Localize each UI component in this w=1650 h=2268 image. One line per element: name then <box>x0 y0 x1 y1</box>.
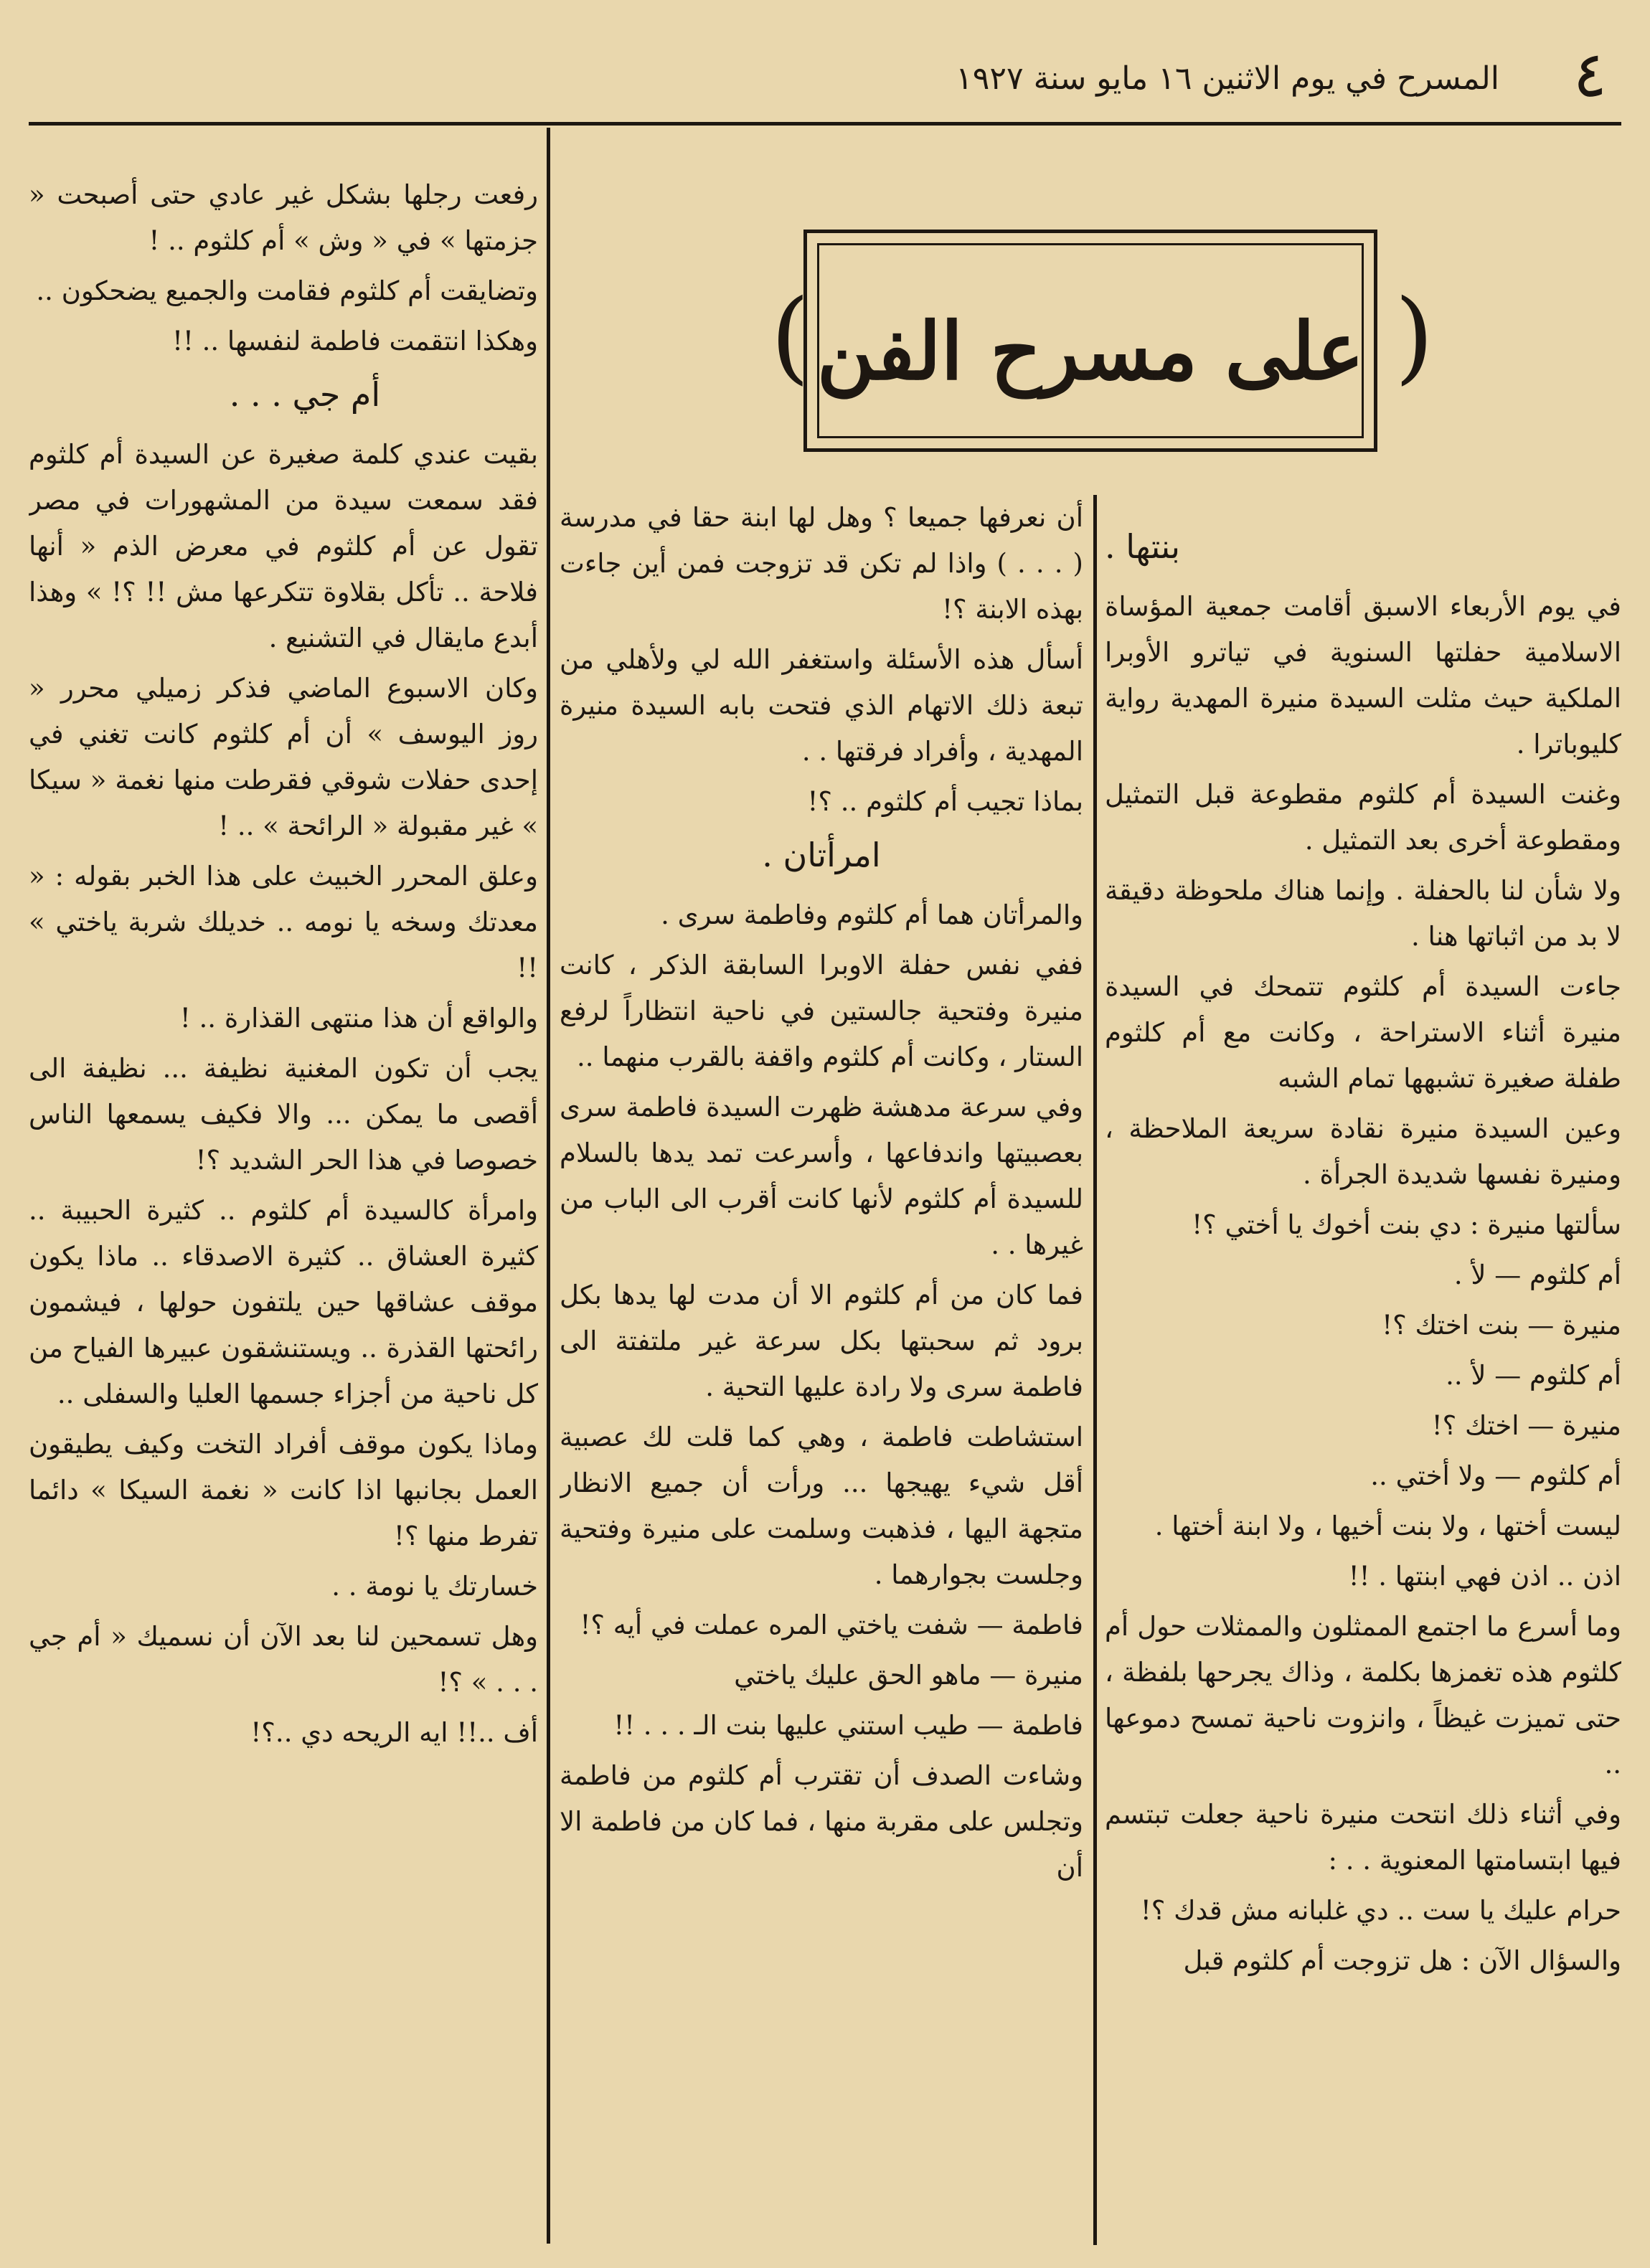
right-column <box>1105 516 1621 2252</box>
paragraph: والمرأتان هما أم كلثوم وفاطمة سرى . <box>661 899 1083 930</box>
paragraph: فاطمة — شفت ياختي المره عملت في أيه ؟! <box>580 1610 1083 1640</box>
paragraph: يجب أن تكون المغنية نظيفة ... نظيفة الى أقصى ما يمكن ... والا فكيف يسمعها الناس خصوصا في هذا الحر الشديد ؟! <box>29 1053 538 1176</box>
column-divider-left <box>547 128 550 2244</box>
paragraph: أسأل هذه الأسئلة واستغفر الله لي ولأهلي من تبعة ذلك الاتهام الذي فتحت بابه السيدة منيرة المهدية ، وأفراد فرقتها . . <box>560 644 1083 767</box>
paragraph: وهكذا انتقمت فاطمة لنفسها .. !! <box>172 326 538 356</box>
paragraph: أم كلثوم — لأ .. <box>1446 1360 1621 1391</box>
paragraph: في يوم الأربعاء الاسبق أقامت جمعية المؤساة الاسلامية حفلتها السنوية في تياترو الأوبرا الملكية حيث مثلت السيدة منيرة المهدية رواية كليوباترا . <box>1105 591 1621 760</box>
paragraph: جاءت السيدة أم كلثوم تتمحك في السيدة منيرة أثناء الاستراحة ، وكانت مع أم كلثوم طفلة صغيرة تشبهها تمام الشبه <box>1105 971 1621 1094</box>
paragraph: بماذا تجيب أم كلثوم .. ؟! <box>807 786 1083 817</box>
paragraph: وماذا يكون موقف أفراد التخت وكيف يطيقون العمل بجانبها اذا كانت « نغمة السيكا » دائما تفرط منها ؟! <box>29 1429 538 1551</box>
paragraph: خسارتك يا نومة . . <box>331 1571 538 1602</box>
paragraph: منيرة — ماهو الحق عليك ياختي <box>734 1660 1083 1691</box>
paragraph: ولا شأن لنا بالحفلة . وإنما هناك ملحوظة دقيقة لا بد من اثباتها هنا . <box>1105 875 1621 952</box>
right-column-heading: بنتها . <box>1105 527 1181 566</box>
left-column-heading: أم جي . . . <box>229 375 381 414</box>
paragraph: فاطمة — طيب استني عليها بنت الـ . . . !! <box>613 1710 1083 1741</box>
paragraph: وكان الاسبوع الماضي فذكر زميلي محرر « روز اليوسف » أن أم كلثوم كانت تغني في إحدى حفلات شوقي فقرطت منها نغمة « سيكا » غير مقبولة « الرائحة » .. ! <box>29 673 538 841</box>
header-rule <box>29 122 1621 126</box>
banner-bracket-left: ( <box>770 278 810 395</box>
paragraph: وفي سرعة مدهشة ظهرت السيدة فاطمة سرى بعصبيتها واندفاعها ، وأسرعت تمد يدها بالسلام للسيدة أم كلثوم لأنها كانت أقرب الى الباب من غيرها . . <box>560 1092 1083 1260</box>
paragraph: أف ..!! ايه الريحه دي ..؟! <box>250 1717 538 1748</box>
paragraph: فما كان من أم كلثوم الا أن مدت لها يدها بكل برود ثم سحبتها بكل سرعة غير ملتفتة الى فاطمة سرى ولا رادة عليها التحية . <box>560 1280 1083 1402</box>
paragraph: أم كلثوم — ولا أختي .. <box>1370 1460 1621 1491</box>
paragraph: سألتها منيرة : دي بنت أخوك يا أختي ؟! <box>1192 1209 1621 1240</box>
banner-title: على مسرح الفن <box>816 305 1364 397</box>
paragraph: أن نعرفها جميعا ؟ وهل لها ابنة حقا في مدرسة ( . . . ) واذا لم تكن قد تزوجت فمن أين جاءت بهذه الابنة ؟! <box>560 502 1083 625</box>
paragraph: ففي نفس حفلة الاوبرا السابقة الذكر ، كانت منيرة وفتحية جالستين في ناحية انتظاراً لرفع الستار ، وكانت أم كلثوم واقفة بالقرب منهما .. <box>560 950 1083 1072</box>
paragraph: أم كلثوم — لأ . <box>1453 1260 1621 1290</box>
paragraph: وهل تسمحين لنا بعد الآن أن نسميك « أم جي . . . » ؟! <box>29 1621 538 1698</box>
paragraph: منيرة — اختك ؟! <box>1431 1410 1621 1441</box>
paragraph: والواقع أن هذا منتهى القذارة .. ! <box>179 1003 538 1034</box>
middle-column-heading: امرأتان . <box>762 836 881 874</box>
paragraph: وما أسرع ما اجتمع الممثلون والممثلات حول أم كلثوم هذه تغمزها بكلمة ، وذاك يجرحها بلفظة ، حتى تميزت غيظاً ، وانزوت ناحية تمسح دموعها .. <box>1105 1611 1621 1780</box>
left-column <box>29 172 538 2252</box>
paragraph: وعلق المحرر الخبيث على هذا الخبر بقوله : « معدتك وسخه يا نومه .. خديلك شربة ياختي » !! <box>29 861 538 983</box>
paragraph: وشاءت الصدف أن تقترب أم كلثوم من فاطمة وتجلس على مقربة منها ، فما كان من فاطمة الا أن <box>560 1760 1083 1883</box>
paragraph: وعين السيدة منيرة نقادة سريعة الملاحظة ، ومنيرة نفسها شديدة الجرأة . <box>1105 1113 1621 1190</box>
column-divider-right <box>1093 495 1097 2245</box>
page-header <box>29 36 1621 122</box>
paragraph: وامرأة كالسيدة أم كلثوم .. كثيرة الحبيبة .. كثيرة العشاق .. كثيرة الاصدقاء .. ماذا يكون موقف عشاقها حين يلتفون حولها ، فيشمون رائحتها القذرة .. ويستنشقون عبيرها الفياح من كل ناحية من أجزاء جسمها العليا والسفلى .. <box>29 1195 538 1409</box>
banner-bracket-right: ) <box>1395 278 1434 395</box>
section-banner <box>803 230 1377 452</box>
paragraph: اذن .. اذن فهي ابنتها . !! <box>1348 1561 1621 1592</box>
paragraph: رفعت رجلها بشكل غير عادي حتى أصبحت « جزمتها » في « وش » أم كلثوم .. ! <box>29 179 538 256</box>
header-title: المسرح في يوم الاثنين ١٦ مايو سنة ١٩٢٧ <box>956 60 1499 97</box>
paragraph: استشاطت فاطمة ، وهي كما قلت لك عصبية أقل شيء يهيجها ... ورأت أن جميع الانظار متجهة اليها ، فذهبت وسلمت على منيرة وفتحية وجلست بجوارهما . <box>560 1422 1083 1590</box>
paragraph: والسؤال الآن : هل تزوجت أم كلثوم قبل <box>1183 1945 1621 1976</box>
paragraph: وفي أثناء ذلك انتحت منيرة ناحية جعلت تبتسم فيها ابتسامتها المعنوية . . : <box>1105 1799 1621 1876</box>
middle-column <box>560 495 1083 2252</box>
paragraph: حرام عليك يا ست .. دي غلبانه مش قدك ؟! <box>1140 1895 1621 1926</box>
paragraph: وغنت السيدة أم كلثوم مقطوعة قبل التمثيل ومقطوعة أخرى بعد التمثيل . <box>1105 779 1621 856</box>
paragraph: وتضايقت أم كلثوم فقامت والجميع يضحكون .. <box>36 275 538 306</box>
paragraph: منيرة — بنت اختك ؟! <box>1382 1310 1621 1341</box>
paragraph: ليست أختها ، ولا بنت أخيها ، ولا ابنة أختها . <box>1154 1511 1621 1541</box>
paragraph: بقيت عندي كلمة صغيرة عن السيدة أم كلثوم فقد سمعت سيدة من المشهورات في مصر تقول عن أم كلثوم في معرض الذم « أنها فلاحة .. تأكل بقلاوة تتكرعها مش !! ؟! » وهذا أبدع مايقال في التشنيع . <box>29 439 538 653</box>
page-number: ٤ <box>1573 37 1607 111</box>
